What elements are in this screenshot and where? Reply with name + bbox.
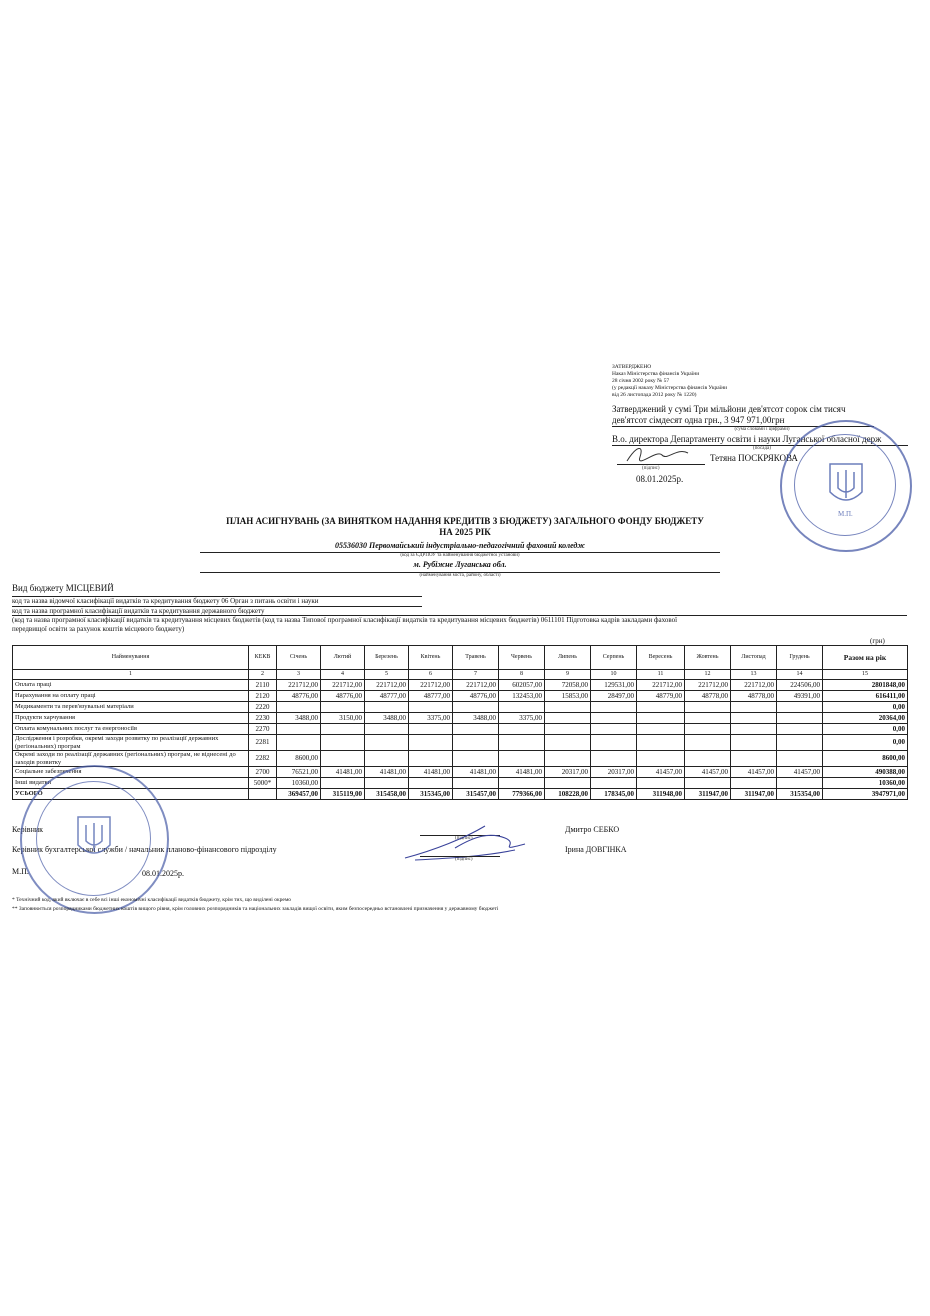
row-kekv: 2220 [249,702,277,713]
head-label: Керівник [12,825,44,834]
row-month-value [591,724,637,735]
head-name: Дмитро СЕБКО [565,825,620,834]
budget-type: Вид бюджету МІСЦЕВИЙ [12,583,114,593]
row-month-value: 3488,00 [453,713,499,724]
approval-signature-caption: (підпис) [642,466,660,471]
dept-classification: код та назва відомчої класифікації видатків та кредитування бюджету 06 Орган з питань освіти і науки [12,596,422,606]
table-row [13,680,908,691]
accountant-label: Керівник бухгалтерської служби / начальник планово-фінансового підрозділу [12,845,277,854]
row-kekv [249,789,277,800]
row-month-value: 315354,00 [777,789,823,800]
row-kekv: 2230 [249,713,277,724]
column-number: 15 [823,670,908,680]
row-month-value [365,778,409,789]
approval-amount-caption: (сума словами і цифрами) [734,427,790,432]
row-year-total: 616411,00 [823,691,908,702]
row-name: Продукти харчування [13,713,249,724]
program-classification: код та назва програмної класифікації видатків та кредитування державного бюджету [12,606,422,616]
organization-city: м. Рубіжне Луганська обл. [413,560,507,569]
column-number: 9 [545,670,591,680]
row-name: Дослідження і розробки, окремі заходи розвитку по реалізації державних (регіональних) програм [13,735,249,751]
row-month-value [591,778,637,789]
row-month-value: 221712,00 [453,680,499,691]
row-year-total: 0,00 [823,724,908,735]
row-name: Оплата комунальних послуг та енергоносіїв [13,724,249,735]
local-classification-line-1: (код та назва програмної класифікації видатків та кредитування місцевих бюджетів (код та назва Типової програмної класифікації видатків та кредитування місцевих бюджетів) 0611101 Підготовка кадрів закладами фахової [12,615,907,625]
row-month-value [685,735,731,751]
header-kekv: КЕКВ [249,646,277,670]
row-month-value [545,778,591,789]
trident-icon [826,460,866,510]
row-month-value [499,751,545,767]
row-month-value: 41481,00 [321,767,365,778]
column-number: 5 [365,670,409,680]
row-year-total: 8600,00 [823,751,908,767]
row-month-value: 224506,00 [777,680,823,691]
header-month: Травень [453,646,499,670]
row-month-value [365,702,409,713]
row-month-value: 221712,00 [685,680,731,691]
row-month-value [499,724,545,735]
row-month-value: 48776,00 [453,691,499,702]
header-month: Червень [499,646,545,670]
row-month-value [685,751,731,767]
column-number: 6 [409,670,453,680]
organization-stamp [20,765,169,914]
document-title-line-2: НА 2025 РІК [439,527,491,537]
approval-signature-line [617,464,705,465]
row-month-value: 48777,00 [409,691,453,702]
header-month: Січень [277,646,321,670]
row-month-value [685,702,731,713]
approval-header-line: Наказ Міністерства фінансів України [612,371,700,377]
approval-header [612,364,912,399]
row-month-value: 48778,00 [685,691,731,702]
row-month-value [731,702,777,713]
organization-caption: (код за ЄДРПОУ та найменування бюджетної установи) [200,552,720,558]
row-month-value [453,702,499,713]
row-month-value: 10360,00 [277,778,321,789]
organization-name: 05536030 Первомайський індустріально-педагогічний фаховий коледж [335,541,585,550]
row-year-total: 0,00 [823,735,908,751]
row-name: Оплата праці [13,680,249,691]
row-year-total: 10360,00 [823,778,908,789]
row-month-value [545,724,591,735]
table-row [13,751,908,767]
row-month-value: 221712,00 [321,680,365,691]
row-month-value [321,778,365,789]
row-month-value: 132453,00 [499,691,545,702]
row-month-value [453,724,499,735]
row-month-value: 369457,00 [277,789,321,800]
row-month-value: 28497,00 [591,691,637,702]
row-month-value [591,713,637,724]
row-name: Окремі заходи по реалізації державних (регіональних) програм, не віднесені до заходів розвитку [13,751,249,767]
row-month-value [453,751,499,767]
row-month-value: 311947,00 [731,789,777,800]
row-month-value: 41481,00 [453,767,499,778]
approval-date: 08.01.2025р. [636,474,684,484]
mp-label: М.П. [12,867,29,876]
row-name: Соціальне забезпечення [13,767,249,778]
row-month-value: 48779,00 [637,691,685,702]
row-month-value [777,702,823,713]
row-month-value [365,735,409,751]
row-month-value: 221712,00 [277,680,321,691]
row-month-value [545,713,591,724]
row-month-value [545,735,591,751]
row-month-value [685,713,731,724]
row-month-value: 41457,00 [777,767,823,778]
row-month-value [321,702,365,713]
row-month-value: 48776,00 [277,691,321,702]
header-month: Березень [365,646,409,670]
row-month-value: 3375,00 [499,713,545,724]
row-month-value [277,702,321,713]
row-month-value [637,724,685,735]
approval-signer: Тетяна ПОСКРЯКОВА [710,453,798,463]
row-kekv: 2120 [249,691,277,702]
row-month-value [409,778,453,789]
column-number: 14 [777,670,823,680]
row-month-value: 41481,00 [409,767,453,778]
column-number: 8 [499,670,545,680]
row-month-value [409,751,453,767]
local-classification-line-2: передвищої освіти за рахунок коштів місцевого бюджету) [12,625,185,633]
document-title [150,516,780,538]
accountant-signature-caption: (підпис) [455,857,473,862]
row-month-value [777,713,823,724]
header-month: Серпень [591,646,637,670]
row-month-value [545,751,591,767]
head-signature-caption: (підпис) [455,836,473,841]
row-year-total: 2801848,00 [823,680,908,691]
footnote-2: ** Заповнюється розпорядниками бюджетних коштів вищого рівня, крім головних розпорядників та національних закладів вищої освіти, яким безпосередньо встановлені призначення у державному бюджеті [12,906,499,912]
row-month-value: 129531,00 [591,680,637,691]
currency-unit: (грн) [870,637,885,645]
row-month-value [409,702,453,713]
row-month-value: 49391,00 [777,691,823,702]
row-month-value: 72058,00 [545,680,591,691]
row-month-value: 76521,00 [277,767,321,778]
row-month-value: 8600,00 [277,751,321,767]
approval-amount-line-2: дев'ятсот сімдесят одна грн., 3 947 971,00грн [612,415,874,427]
row-name: Нарахування на оплату праці [13,691,249,702]
row-month-value: 48777,00 [365,691,409,702]
approval-stamp-label: М.П. [838,510,853,518]
row-month-value [409,735,453,751]
table-header-row [13,646,908,670]
row-month-value [777,735,823,751]
row-month-value [777,751,823,767]
row-year-total: 490388,00 [823,767,908,778]
row-month-value: 20317,00 [545,767,591,778]
column-number: 12 [685,670,731,680]
row-month-value [731,751,777,767]
row-month-value [591,735,637,751]
header-month: Листопад [731,646,777,670]
column-number: 10 [591,670,637,680]
row-month-value: 48776,00 [321,691,365,702]
header-month: Жовтень [685,646,731,670]
row-name: УСЬОГО [13,789,249,800]
row-kekv: 2110 [249,680,277,691]
row-month-value: 221712,00 [637,680,685,691]
row-month-value: 602057,00 [499,680,545,691]
column-number: 1 [13,670,249,680]
row-month-value [637,702,685,713]
row-month-value: 15853,00 [545,691,591,702]
row-month-value: 3488,00 [277,713,321,724]
row-month-value [409,724,453,735]
table-row [13,702,908,713]
row-year-total: 0,00 [823,702,908,713]
row-month-value [637,778,685,789]
row-month-value [365,724,409,735]
row-month-value: 41481,00 [365,767,409,778]
row-month-value [453,778,499,789]
row-month-value: 311947,00 [685,789,731,800]
table-row [13,724,908,735]
column-number-row [13,670,908,680]
trident-icon [74,813,114,863]
row-month-value [321,751,365,767]
approval-header-line: 28 січня 2002 року № 57 [612,378,670,384]
row-month-value [777,778,823,789]
header-month: Липень [545,646,591,670]
row-month-value [637,713,685,724]
table-row [13,735,908,751]
row-year-total: 20364,00 [823,713,908,724]
approval-stamp [780,420,912,552]
row-month-value [591,702,637,713]
column-number: 11 [637,670,685,680]
approval-header-line: від 26 листопада 2012 року № 1220) [612,392,697,398]
approval-position: В.о. директора Департаменту освіти і науки Луганської обласної держ [612,434,908,446]
row-month-value [365,751,409,767]
row-month-value [499,778,545,789]
row-month-value: 315458,00 [365,789,409,800]
row-name: Медикаменти та перев'язувальні матеріали [13,702,249,713]
row-month-value [453,735,499,751]
row-month-value: 315345,00 [409,789,453,800]
row-month-value: 178345,00 [591,789,637,800]
header-year-total: Разом на рік [823,646,908,670]
row-month-value [777,724,823,735]
row-name: Інші видатки [13,778,249,789]
row-month-value: 779366,00 [499,789,545,800]
row-month-value [637,751,685,767]
row-month-value: 3375,00 [409,713,453,724]
row-kekv: 2700 [249,767,277,778]
row-kekv: 2282 [249,751,277,767]
accountant-name: Ірина ДОВГІНКА [565,845,627,854]
row-month-value: 108228,00 [545,789,591,800]
row-month-value: 3488,00 [365,713,409,724]
approval-amount-line-1: Затверджений у сумі Три мільйони дев'ятсот сорок сім тисяч [612,404,846,414]
header-month: Грудень [777,646,823,670]
row-month-value [637,735,685,751]
row-month-value [731,724,777,735]
row-month-value [277,735,321,751]
row-kekv: 5000* [249,778,277,789]
row-month-value [545,702,591,713]
row-month-value: 41457,00 [685,767,731,778]
column-number: 7 [453,670,499,680]
table-row [13,691,908,702]
allocation-table [12,645,908,800]
column-number: 4 [321,670,365,680]
row-month-value [731,713,777,724]
row-month-value [731,735,777,751]
organization-city-caption: (найменування міста, району, області) [200,572,720,578]
approval-position-caption: (посада) [753,446,771,451]
row-month-value [685,724,731,735]
document-title-line-1: ПЛАН АСИГНУВАНЬ (ЗА ВИНЯТКОМ НАДАННЯ КРЕДИТІВ З БЮДЖЕТУ) ЗАГАЛЬНОГО ФОНДУ БЮДЖЕТУ [226,516,704,526]
footnote-1: * Технічний код, який включає в себе всі інші економічні класифікації видатків бюджету, крім тих, що виділені окремо [12,897,292,903]
bottom-date: 08.01.2025р. [142,869,184,878]
header-month: Лютий [321,646,365,670]
row-month-value: 3150,00 [321,713,365,724]
row-month-value [591,751,637,767]
row-month-value: 221712,00 [409,680,453,691]
row-month-value: 221712,00 [365,680,409,691]
row-kekv: 2281 [249,735,277,751]
row-month-value: 315119,00 [321,789,365,800]
table-row [13,713,908,724]
row-month-value: 41457,00 [637,767,685,778]
row-month-value: 41481,00 [499,767,545,778]
row-month-value [321,735,365,751]
row-month-value: 20317,00 [591,767,637,778]
row-month-value [277,724,321,735]
approval-header-line: (у редакції наказу Міністерства фінансів України [612,385,728,391]
row-month-value: 221712,00 [731,680,777,691]
approval-header-line: ЗАТВЕРДЖЕНО [612,364,652,370]
row-month-value: 41457,00 [731,767,777,778]
column-number: 2 [249,670,277,680]
row-kekv: 2270 [249,724,277,735]
header-month: Вересень [637,646,685,670]
header-name: Найменування [13,646,249,670]
row-month-value [321,724,365,735]
row-year-total: 3947971,00 [823,789,908,800]
column-number: 13 [731,670,777,680]
row-month-value [499,735,545,751]
row-month-value: 315457,00 [453,789,499,800]
row-month-value: 48778,00 [731,691,777,702]
row-month-value: 311948,00 [637,789,685,800]
row-month-value [685,778,731,789]
column-number: 3 [277,670,321,680]
header-month: Квітень [409,646,453,670]
table-row [13,767,908,778]
row-month-value [499,702,545,713]
row-month-value [731,778,777,789]
